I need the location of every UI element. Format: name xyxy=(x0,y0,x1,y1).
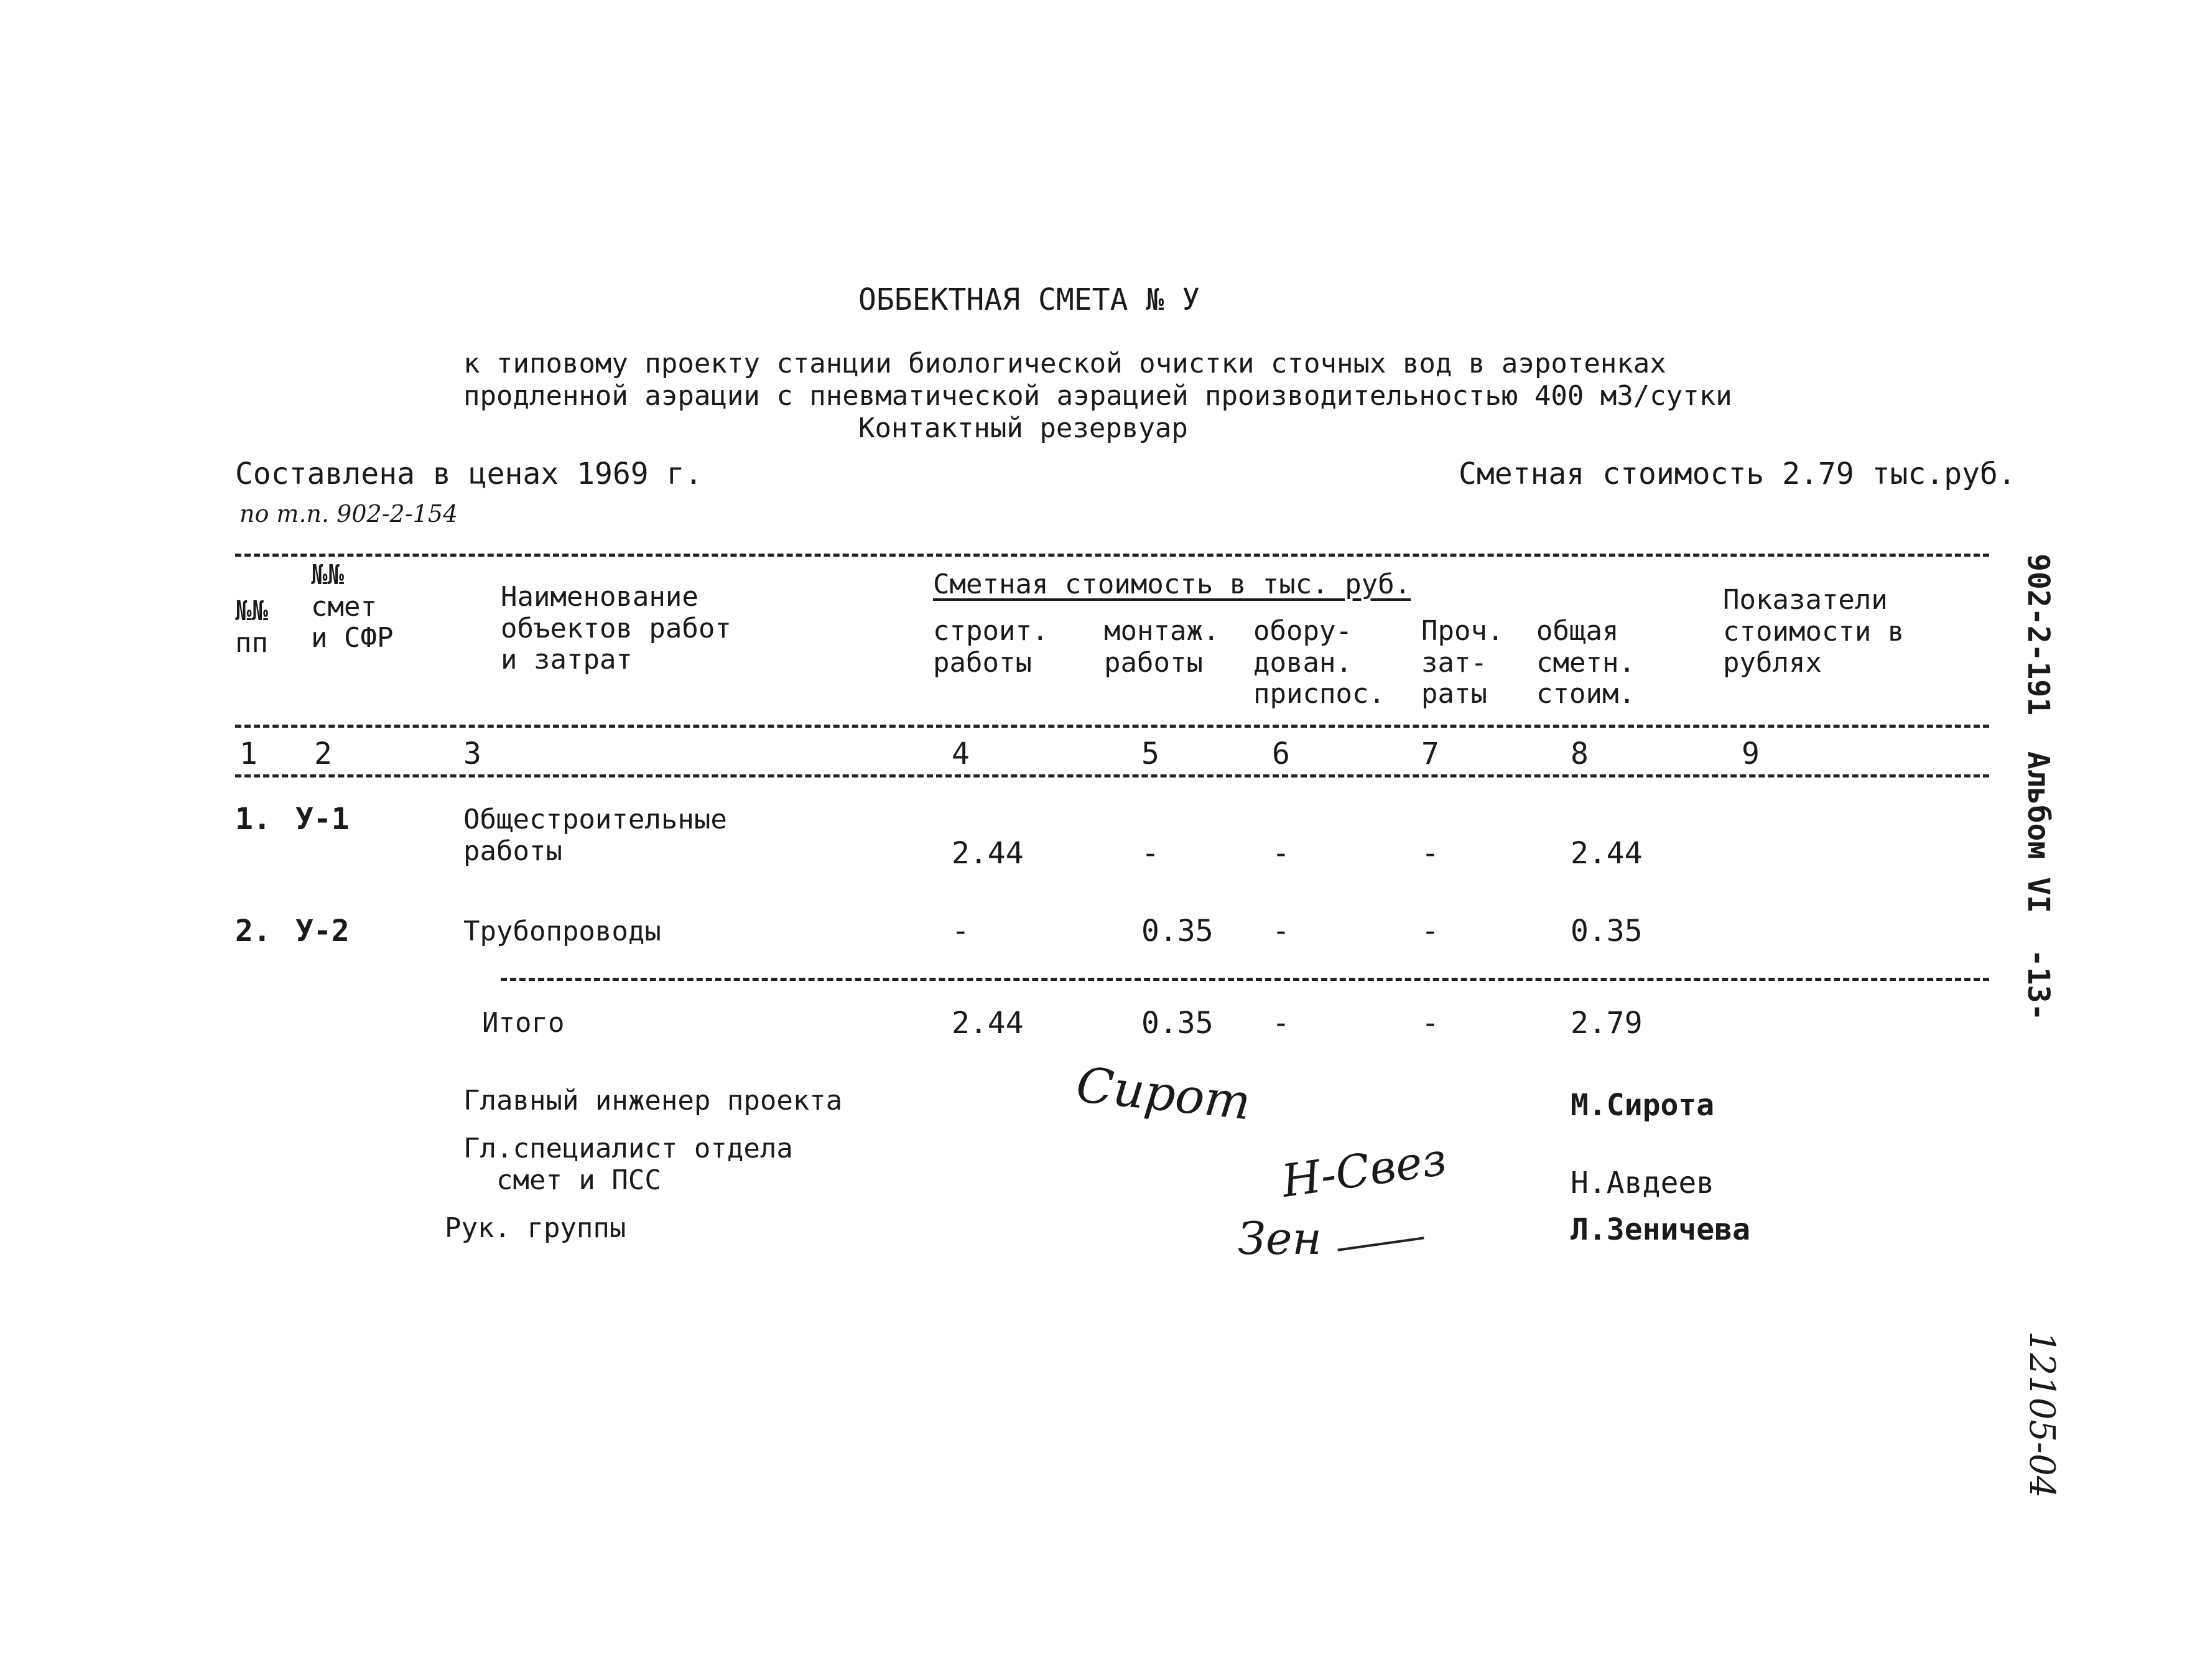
signature-role-group-head: Рук. группы xyxy=(445,1212,626,1244)
col-number-3: 3 xyxy=(463,736,481,771)
signature-name-specialist: Н.Авдеев xyxy=(1571,1166,1715,1200)
document-subtitle-line3: Контактный резервуар xyxy=(858,412,1188,444)
signature-chief-engineer: Сирот xyxy=(1074,1057,1253,1131)
row1-montazh: - xyxy=(1141,836,1159,871)
archive-number: 12105-04 xyxy=(2021,1331,2062,1498)
header-bottom-rule xyxy=(235,725,1989,728)
document-subtitle-line2: продленной аэрации с пневматической аэрацией производительностью 400 м3/сутки xyxy=(463,380,1732,412)
row2-num: 2. xyxy=(235,914,271,949)
row2-smeta: У-2 xyxy=(295,914,350,949)
row2-oborud: - xyxy=(1272,914,1290,949)
row1-num: 1. xyxy=(235,802,271,837)
total-stroit: 2.44 xyxy=(952,1006,1024,1041)
col-number-5: 5 xyxy=(1141,736,1159,771)
row1-smeta: У-1 xyxy=(295,802,350,837)
col-header-cost-group: Сметная стоимость в тыс. руб. xyxy=(933,569,1411,600)
col-header-num: №№ пп xyxy=(235,595,268,659)
row1-name: Общестроительные работы xyxy=(463,804,727,867)
estimated-cost: Сметная стоимость 2.79 тыс.руб. xyxy=(1459,457,2016,491)
total-oborud: - xyxy=(1272,1006,1290,1041)
signature-group-head: Зен xyxy=(1238,1212,1322,1265)
row2-total: 0.35 xyxy=(1571,914,1643,949)
col-header-proch: Проч. зат- раты xyxy=(1421,615,1504,710)
table-top-rule xyxy=(235,554,1989,557)
row2-name: Трубопроводы xyxy=(463,916,661,947)
col-number-6: 6 xyxy=(1272,736,1290,771)
document-title: ОББЕКТНАЯ СМЕТА № У xyxy=(858,282,1200,317)
col-number-rule xyxy=(235,774,1989,777)
row2-montazh: 0.35 xyxy=(1141,914,1214,949)
compiled-prices-note: Составлена в ценах 1969 г. xyxy=(235,457,703,491)
document-subtitle-line1: к типовому проекту станции биологической очистки сточных вод в аэротенках xyxy=(463,348,1666,379)
signature-group-head-stroke xyxy=(1337,1237,1424,1251)
col-header-name: Наименование объектов работ и затрат xyxy=(501,581,731,676)
signature-name-group-head: Л.Зеничева xyxy=(1571,1212,1750,1247)
row1-oborud: - xyxy=(1272,836,1290,871)
col-number-9: 9 xyxy=(1742,736,1760,771)
col-number-8: 8 xyxy=(1571,736,1589,771)
col-header-total: общая сметн. стоим. xyxy=(1536,615,1635,710)
col-header-oborud: обору- дован. приспос. xyxy=(1253,615,1385,710)
signature-role-specialist: Гл.специалист отдела смет и ПСС xyxy=(463,1133,793,1196)
row2-stroit: - xyxy=(952,914,970,949)
row1-proch: - xyxy=(1421,836,1439,871)
total-montazh: 0.35 xyxy=(1141,1006,1214,1041)
row2-proch: - xyxy=(1421,914,1439,949)
total-label: Итого xyxy=(482,1007,565,1039)
col-header-smeta: №№ смет и СФР xyxy=(311,559,394,654)
col-header-montazh: монтаж. работы xyxy=(1104,615,1220,679)
signature-name-chief-engineer: М.Сирота xyxy=(1571,1088,1715,1123)
row1-stroit: 2.44 xyxy=(952,836,1024,871)
col-number-1: 1 xyxy=(239,736,258,771)
col-number-2: 2 xyxy=(314,736,332,771)
signature-specialist: Н-Свез xyxy=(1278,1132,1450,1208)
side-stamp: 902-2-191 Альбом VI -13- xyxy=(2021,554,2056,1021)
col-header-stroit: строит. работы xyxy=(933,615,1049,679)
col-header-indicators: Показатели стоимости в рублях xyxy=(1723,584,1905,679)
project-reference: по т.п. 902-2-154 xyxy=(239,500,458,527)
total-proch: - xyxy=(1421,1006,1439,1041)
total-rule xyxy=(501,978,1989,981)
col-number-4: 4 xyxy=(952,736,970,771)
total-sum: 2.79 xyxy=(1571,1006,1643,1041)
row1-total: 2.44 xyxy=(1571,836,1643,871)
signature-role-chief-engineer: Главный инженер проекта xyxy=(463,1085,843,1116)
col-number-7: 7 xyxy=(1421,736,1439,771)
